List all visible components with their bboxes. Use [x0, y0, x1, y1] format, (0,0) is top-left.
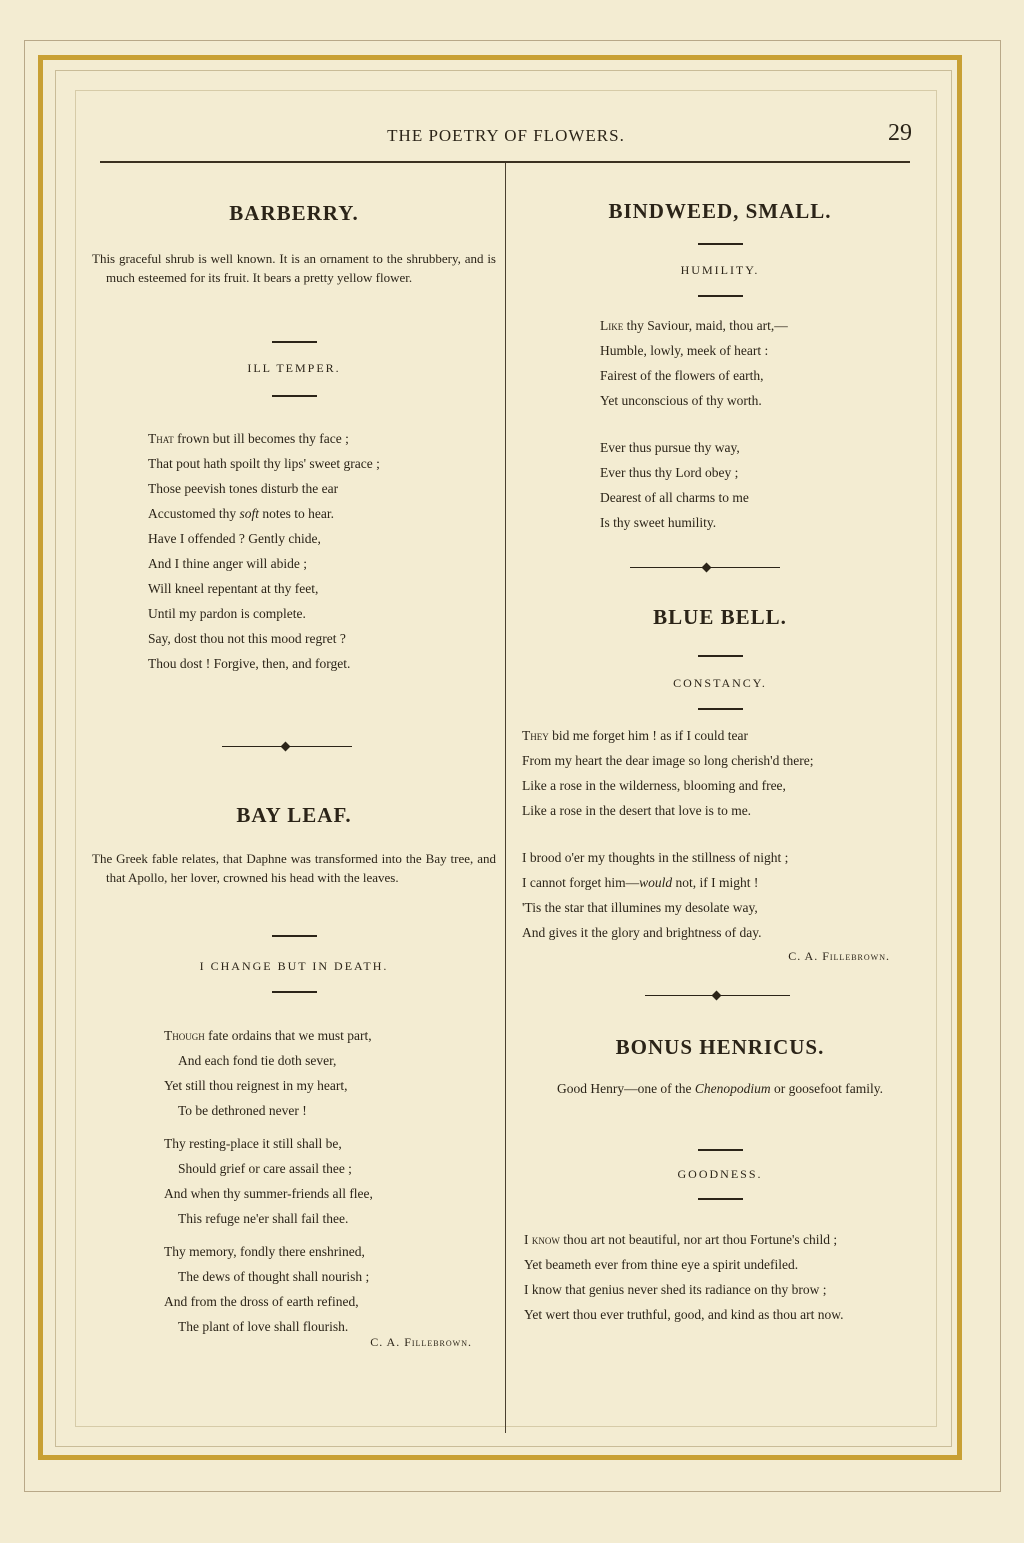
- short-rule: [272, 935, 317, 937]
- poem-line: Should grief or care assail thee ;: [178, 1161, 352, 1176]
- poem-line: That frown but ill becomes thy face ;: [148, 431, 349, 446]
- poem-line: Ever thus pursue thy way,: [600, 440, 740, 455]
- poem-line: I cannot forget him—would not, if I might !: [522, 875, 759, 890]
- poem-line: Fairest of the flowers of earth,: [600, 368, 764, 383]
- poem-blue-bell: [522, 723, 920, 945]
- sentiment-label: CONSTANCY.: [673, 676, 767, 690]
- short-rule: [698, 1198, 743, 1200]
- short-rule: [698, 243, 743, 245]
- poem-line: I know that genius never shed its radiance on thy brow ;: [524, 1282, 827, 1297]
- section-title: BLUE BELL.: [653, 605, 787, 629]
- poem-line: Like a rose in the wilderness, blooming and free,: [522, 778, 786, 793]
- short-rule: [272, 395, 317, 397]
- page-header: [100, 120, 912, 150]
- poem-line: And gives it the glory and brightness of day.: [522, 925, 762, 940]
- section-title: BAY LEAF.: [236, 803, 352, 827]
- sentiment-label: HUMILITY.: [680, 263, 760, 277]
- lead-word: That: [148, 431, 174, 446]
- short-rule: [272, 341, 317, 343]
- poem-line: Thou dost ! Forgive, then, and forget.: [148, 656, 351, 671]
- poem-line: Until my pardon is complete.: [148, 606, 306, 621]
- poem-line: That pout hath spoilt thy lips' sweet grace ;: [148, 456, 380, 471]
- poem-line: Accustomed thy soft notes to hear.: [148, 506, 334, 521]
- poem-line: And each fond tie doth sever,: [178, 1053, 337, 1068]
- short-rule: [698, 1149, 743, 1151]
- page-number: 29: [888, 120, 912, 146]
- poem-line: I know thou art not beautiful, nor art thou Fortune's child ;: [524, 1232, 838, 1247]
- poem-line: 'Tis the star that illumines my desolate way,: [522, 900, 758, 915]
- ornament-divider: [520, 561, 920, 575]
- column-divider: [505, 163, 506, 1433]
- ornament-divider: [520, 989, 920, 1003]
- poem-line: Dearest of all charms to me: [600, 490, 749, 505]
- poem-line: From my heart the dear image so long cherish'd there;: [522, 753, 814, 768]
- attribution: C. A. Fillebrown.: [370, 1335, 472, 1349]
- running-head: THE POETRY OF FLOWERS.: [387, 126, 625, 145]
- poem-line: Thy memory, fondly there enshrined,: [164, 1244, 365, 1259]
- short-rule: [698, 708, 743, 710]
- poem-bay-leaf: [164, 1023, 496, 1339]
- poem-line: The plant of love shall flourish.: [178, 1319, 349, 1334]
- poem-line: I brood o'er my thoughts in the stillness of night ;: [522, 850, 789, 865]
- poem-line: Say, dost thou not this mood regret ?: [148, 631, 346, 646]
- attribution: C. A. Fillebrown.: [788, 949, 890, 963]
- short-rule: [272, 991, 317, 993]
- poem-line: And from the dross of earth refined,: [164, 1294, 359, 1309]
- sentiment-label: ILL TEMPER.: [247, 361, 341, 375]
- section-title: BARBERRY.: [229, 201, 359, 225]
- section-description: This graceful shrub is well known. It is an ornament to the shrubbery, and is much esteemed for its fruit. It bears a pretty yellow flower.: [92, 251, 496, 285]
- section-title: BINDWEED, SMALL.: [608, 199, 832, 223]
- poem-line: Like thy Saviour, maid, thou art,—: [600, 318, 788, 333]
- sentiment-label: GOODNESS.: [677, 1167, 763, 1181]
- poem-line: Yet beameth ever from thine eye a spirit undefiled.: [524, 1257, 799, 1272]
- section-title: BONUS HENRICUS.: [615, 1035, 825, 1059]
- section-description: The Greek fable relates, that Daphne was transformed into the Bay tree, and that Apollo, her lover, crowned his head with the leaves.: [92, 851, 496, 885]
- poem-line: Will kneel repentant at thy feet,: [148, 581, 319, 596]
- ornament-divider: [92, 740, 496, 754]
- poem-line: Yet unconscious of thy worth.: [600, 393, 762, 408]
- section-description: Good Henry—one of the Chenopodium or goosefoot family.: [556, 1081, 884, 1096]
- poem-line: Like a rose in the desert that love is to me.: [522, 803, 752, 818]
- short-rule: [698, 295, 743, 297]
- poem-line: They bid me forget him ! as if I could tear: [522, 728, 748, 743]
- section-barberry: [92, 201, 496, 226]
- poem-bindweed: [600, 313, 920, 535]
- poem-line: Humble, lowly, meek of heart :: [600, 343, 769, 358]
- poem-bonus-henricus: [524, 1227, 920, 1327]
- short-rule: [698, 655, 743, 657]
- poem-line: And when thy summer-friends all flee,: [164, 1186, 373, 1201]
- poem-line: Is thy sweet humility.: [600, 515, 717, 530]
- poem-line: The dews of thought shall nourish ;: [178, 1269, 370, 1284]
- poem-line: Though fate ordains that we must part,: [164, 1028, 372, 1043]
- poem-line: Have I offended ? Gently chide,: [148, 531, 321, 546]
- poem-line: And I thine anger will abide ;: [148, 556, 307, 571]
- poem-line: Those peevish tones disturb the ear: [148, 481, 339, 496]
- poem-line: This refuge ne'er shall fail thee.: [178, 1211, 349, 1226]
- poem-line: Thy resting-place it still shall be,: [164, 1136, 342, 1151]
- sentiment-label: I CHANGE BUT IN DEATH.: [199, 959, 389, 973]
- poem-line: To be dethroned never !: [178, 1103, 307, 1118]
- poem-line: Yet wert thou ever truthful, good, and kind as thou art now.: [524, 1307, 844, 1322]
- poem-line: Ever thus thy Lord obey ;: [600, 465, 739, 480]
- poem-line: Yet still thou reignest in my heart,: [164, 1078, 348, 1093]
- poem-barberry: [148, 426, 496, 676]
